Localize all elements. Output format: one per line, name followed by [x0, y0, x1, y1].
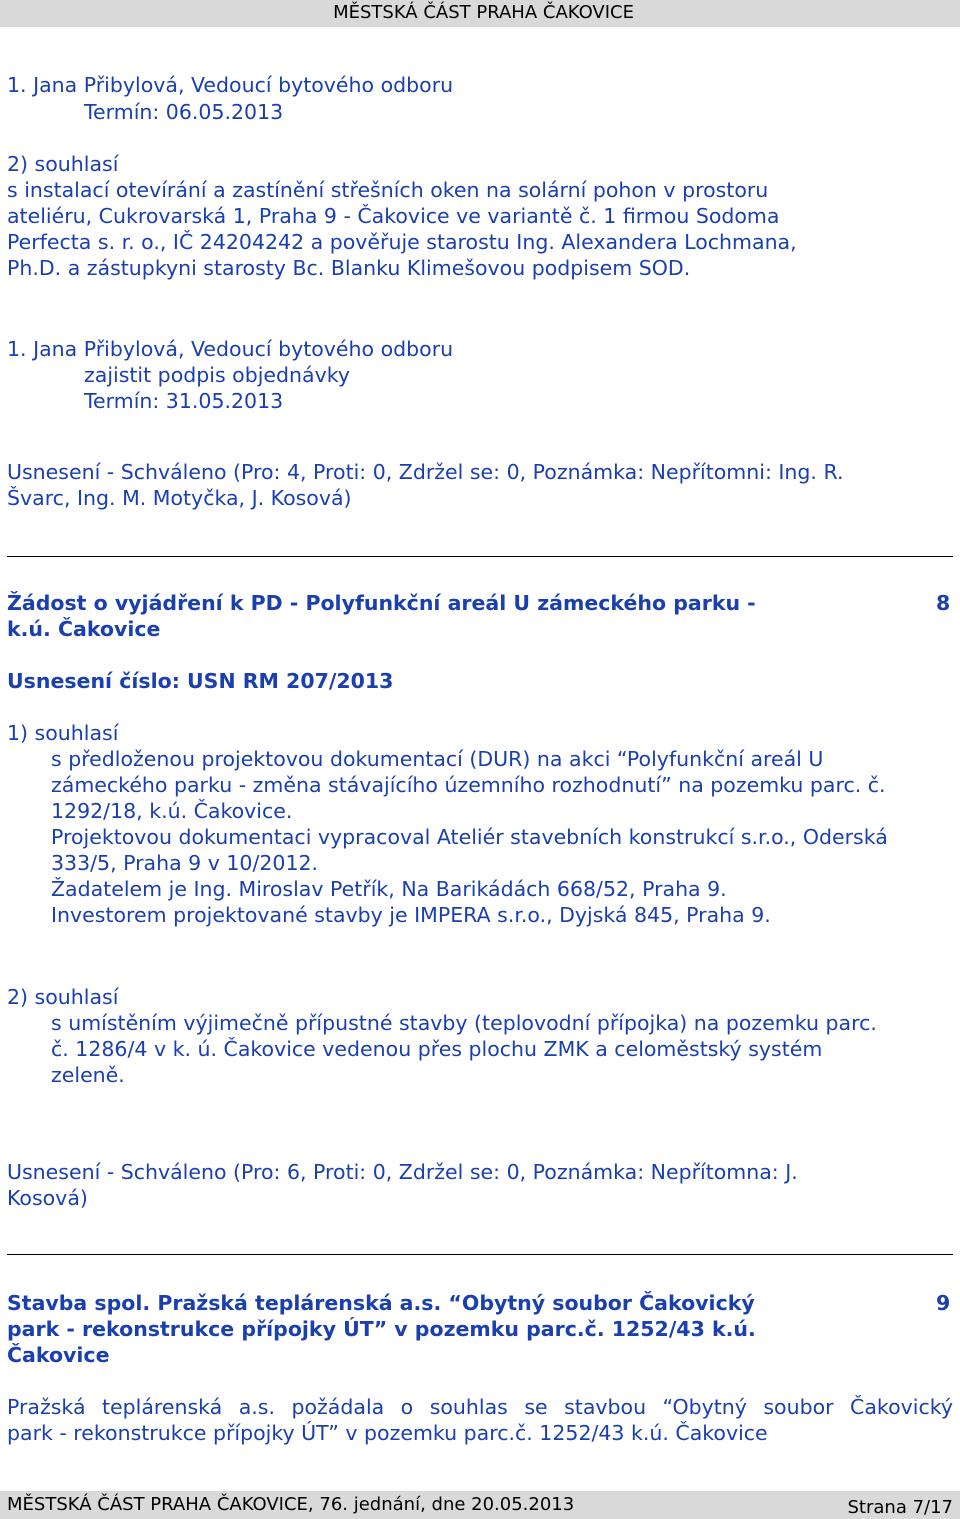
- item-label: [7, 720, 118, 746]
- vote-result-line: Usnesení - Schváleno (Pro: 6, Proti: 0, Zdržel se: 0, Poznámka: Nepřítomna: J.: [7, 1160, 798, 1184]
- item-text-line: zámeckého parku - změna stávajícího územního rozhodnutí” na pozemku parc. č.: [51, 773, 886, 797]
- item-label: [7, 151, 118, 177]
- vote-result-line: Usnesení - Schváleno (Pro: 4, Proti: 0, Zdržel se: 0, Poznámka: Nepřítomni: Ing. R.: [7, 460, 844, 484]
- section-title-line: park - rekonstrukce přípojky ÚT” v pozemku parc.č. 1252/43 k.ú.: [7, 1317, 756, 1341]
- item-text-line: 333/5, Praha 9 v 10/2012.: [51, 851, 319, 875]
- item-label: [7, 984, 118, 1010]
- item-label-text: 2) souhlasí: [7, 985, 119, 1009]
- item-text-line: s umístěním výjimečně přípustné stavby (teplovodní přípojka) na pozemku parc.: [51, 1011, 877, 1035]
- item-text-line: zeleně.: [51, 1063, 125, 1087]
- footer-page-number: Strana 7/17: [847, 1497, 953, 1518]
- task: zajistit podpis objednávky: [84, 363, 350, 387]
- section-number: 8: [936, 591, 951, 615]
- responsible-person: 1. Jana Přibylová, Vedoucí bytového odboru: [7, 337, 454, 361]
- footer-meeting-info: MĚSTSKÁ ČÁST PRAHA ČAKOVICE, 76. jednání, dne 20.05.2013: [7, 1494, 575, 1515]
- item-text-line: Investorem projektované stavby je IMPERA s.r.o., Dyjská 845, Praha 9.: [51, 903, 771, 927]
- item-label-text: 2) souhlasí: [7, 152, 119, 176]
- page-footer: [0, 1491, 960, 1519]
- item-text-line: ateliéru, Cukrovarská 1, Praha 9 - Čakovice ve variantě č. 1 firmou Sodoma: [7, 204, 780, 228]
- item-text-line: 1292/18, k.ú. Čakovice.: [51, 799, 293, 823]
- item-text-line: č. 1286/4 v k. ú. Čakovice vedenou přes plochu ZMK a celoměstský systém: [51, 1037, 823, 1061]
- section-title-line: Stavba spol. Pražská teplárenská a.s. “Obytný soubor Čakovický: [7, 1291, 755, 1315]
- item-text-line: Projektovou dokumentaci vypracoval Ateliér stavebních konstrukcí s.r.o., Oderská: [51, 825, 888, 849]
- deadline: Termín: 31.05.2013: [84, 389, 284, 413]
- item-text-line: Perfecta s. r. o., IČ 24204242 a pověřuje starostu Ing. Alexandera Lochmana,: [7, 230, 797, 254]
- item-text-line: Ph.D. a zástupkyni starosty Bc. Blanku Klimešovou podpisem SOD.: [7, 256, 691, 280]
- body-text-line: Pražská teplárenská a.s. požádala o souhlas se stavbou “Obytný soubor Čakovický: [7, 1395, 953, 1419]
- vote-result-line: Švarc, Ing. M. Motyčka, J. Kosová): [7, 486, 352, 510]
- page-header: [0, 0, 960, 27]
- section-title-line: Žádost o vyjádření k PD - Polyfunkční areál U zámeckého parku -: [7, 591, 756, 615]
- section-title-line: k.ú. Čakovice: [7, 617, 161, 641]
- responsible-person: 1. Jana Přibylová, Vedoucí bytového odboru: [7, 73, 454, 97]
- section-title-line: Čakovice: [7, 1343, 110, 1367]
- body-text-line: park - rekonstrukce přípojky ÚT” v pozemku parc.č. 1252/43 k.ú. Čakovice: [7, 1421, 768, 1445]
- section-divider: [7, 556, 953, 557]
- item-text-line: s instalací otevírání a zastínění střešních oken na solární pohon v prostoru: [7, 178, 769, 202]
- section-divider: [7, 1254, 953, 1255]
- deadline: Termín: 06.05.2013: [84, 100, 284, 124]
- resolution-number: Usnesení číslo: USN RM 207/2013: [7, 669, 394, 693]
- section-number: 9: [936, 1291, 951, 1315]
- item-text-line: s předloženou projektovou dokumentací (DUR) na akci “Polyfunkční areál U: [51, 747, 824, 771]
- header-title: MĚSTSKÁ ČÁST PRAHA ČAKOVICE: [333, 2, 634, 23]
- vote-result-line: Kosová): [7, 1186, 88, 1210]
- item-text-line: Žadatelem je Ing. Miroslav Petřík, Na Barikádách 668/52, Praha 9.: [51, 877, 727, 901]
- item-label-text: 1) souhlasí: [7, 721, 119, 745]
